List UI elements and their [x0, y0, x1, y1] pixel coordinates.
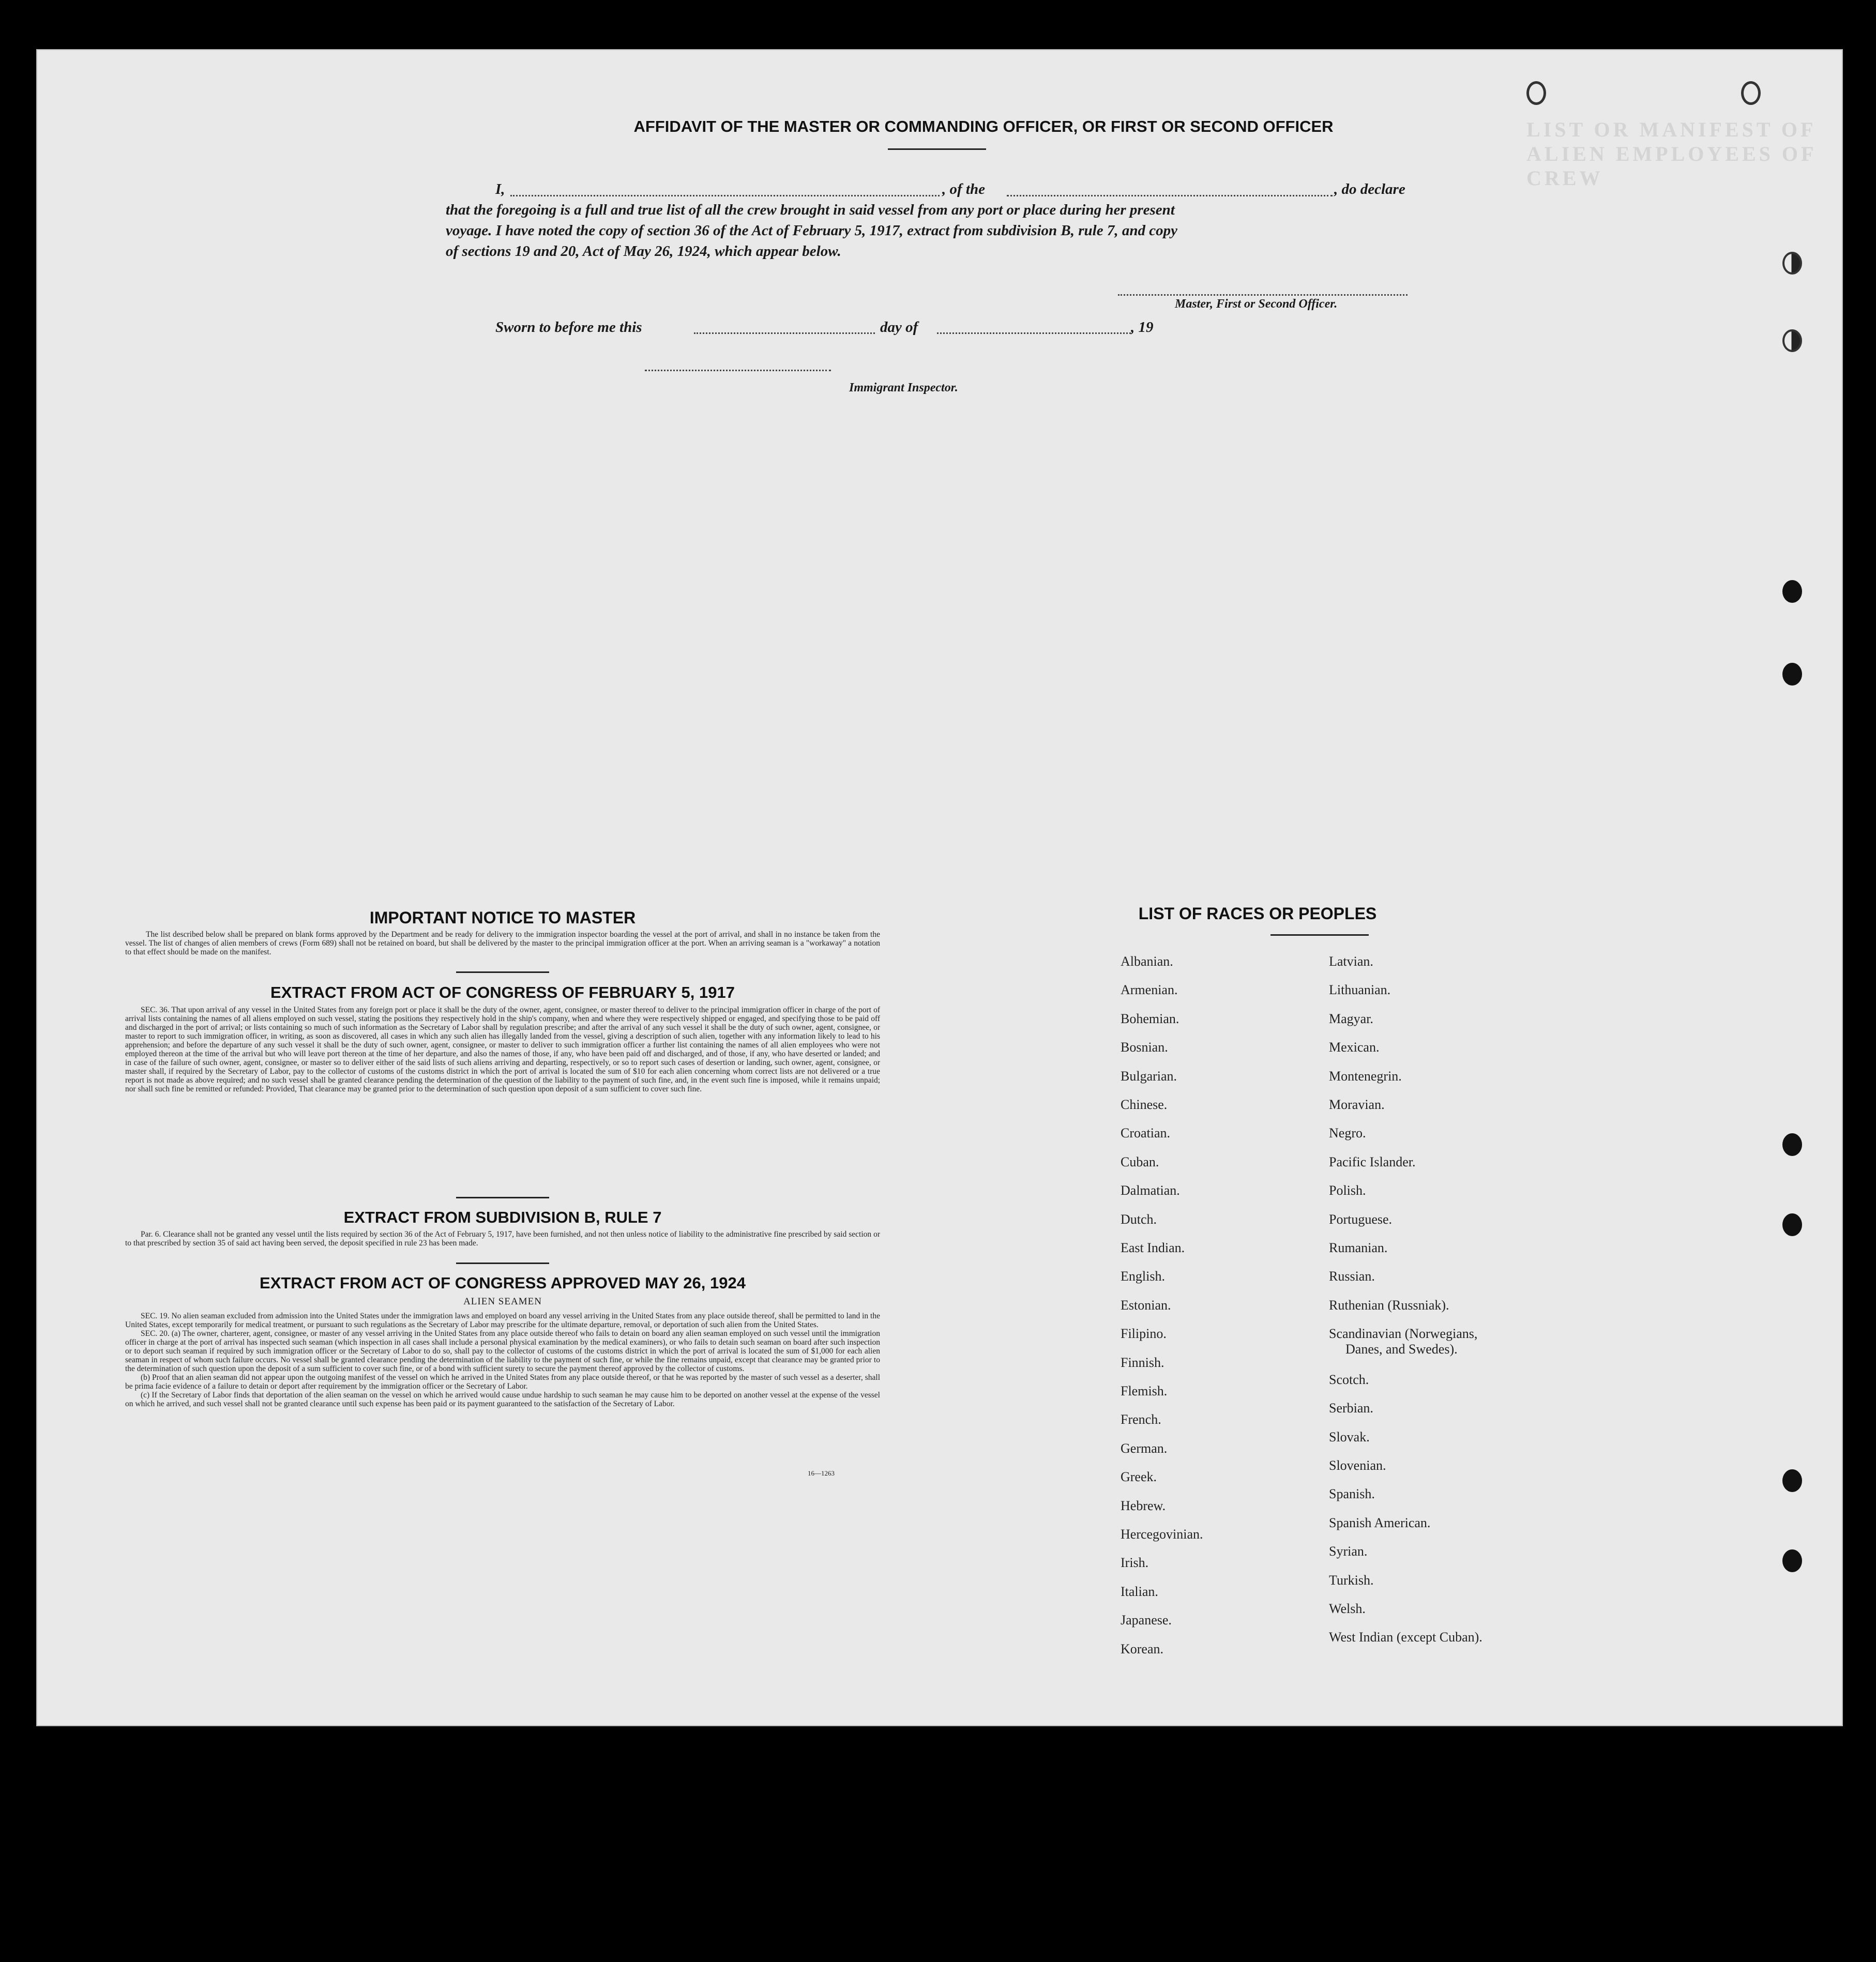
- notice-body: The list described below shall be prepared on blank forms approved by the Department and be ready for delivery to the immigration inspector boarding the vessel at the port of arrival, and shall in no instance be taken from the vessel. The list of changes of alien members of crews (Form 689) shall not be retained on board, but shall be delivered by the master to the principal immigration officer at the port. When an arriving seaman is a "workaway" a notation to that effect should be made on the manifest.: [125, 930, 880, 956]
- divider: [456, 1263, 549, 1264]
- race-item: Armenian.: [1121, 982, 1178, 997]
- race-item: Bohemian.: [1121, 1011, 1179, 1026]
- race-item: Japanese.: [1121, 1613, 1172, 1628]
- affidavit-heading: AFFIDAVIT OF THE MASTER OR COMMANDING OFFICER, OR FIRST OR SECOND OFFICER: [633, 117, 1334, 135]
- punch-hole-icon: [1741, 81, 1761, 105]
- race-item: Slovenian.: [1329, 1458, 1386, 1473]
- bleed-through-text: LIST OR MANIFEST OF ALIEN EMPLOYEES OF CREW: [1526, 118, 1816, 190]
- race-item: Bulgarian.: [1121, 1069, 1177, 1084]
- punch-hole-icon: [1526, 81, 1546, 105]
- affidavit-declare: , do declare: [1334, 181, 1405, 197]
- notice-heading: IMPORTANT NOTICE TO MASTER: [369, 908, 636, 927]
- race-item: Slovak.: [1329, 1429, 1370, 1444]
- form-number: 16—1263: [808, 1469, 835, 1477]
- section-19: SEC. 19. No alien seaman excluded from admission into the United States under the immigration laws and employed on board any vessel arriving in the United States from any place outside thereof, shall be permitted to land in the United States, except temporarily for medical treatment, or pursuant to such regulations as the Secretary of Labor may prescribe for the ultimate departure, removal, or deportation of such alien from the United States.: [125, 1312, 880, 1329]
- punch-hole-icon: [1782, 1133, 1802, 1156]
- rule7-heading: EXTRACT FROM SUBDIVISION B, RULE 7: [343, 1208, 662, 1226]
- race-item: Montenegrin.: [1329, 1069, 1402, 1084]
- divider: [1270, 934, 1369, 936]
- affidavit-line: that the foregoing is a full and true list of all the crew brought in said vessel from any port or place during her present: [446, 202, 1175, 218]
- race-item: Negro.: [1329, 1126, 1366, 1140]
- master-signature-label: Master, First or Second Officer.: [1175, 297, 1338, 311]
- race-item: Scotch.: [1329, 1372, 1369, 1387]
- race-item: Cuban.: [1121, 1154, 1159, 1169]
- races-heading: LIST OF RACES OR PEOPLES: [1138, 904, 1377, 923]
- affidavit-of-the: , of the: [942, 181, 985, 197]
- punch-hole-icon: [1782, 252, 1802, 275]
- race-item: Dalmatian.: [1121, 1183, 1180, 1198]
- race-item: Flemish.: [1121, 1383, 1168, 1398]
- inspector-signature-label: Immigrant Inspector.: [849, 381, 958, 394]
- race-item: Mexican.: [1329, 1040, 1380, 1055]
- race-item: Lithuanian.: [1329, 982, 1391, 997]
- alien-seamen-subheading: ALIEN SEAMEN: [463, 1296, 542, 1307]
- race-item: Estonian.: [1121, 1298, 1171, 1313]
- punch-hole-icon: [1782, 580, 1802, 603]
- race-item: English.: [1121, 1269, 1165, 1284]
- race-item: Hercegovinian.: [1121, 1527, 1203, 1542]
- day-of-label: day of: [880, 319, 918, 336]
- race-item: West Indian (except Cuban).: [1329, 1630, 1482, 1645]
- vessel-field[interactable]: [1007, 195, 1333, 196]
- race-item: Scandinavian (Norwegians,: [1329, 1326, 1478, 1341]
- affidavit-line: voyage. I have noted the copy of section 36 of the Act of February 5, 1917, extract from subdivision B, rule 7, and copy: [446, 222, 1177, 239]
- section-20a: SEC. 20. (a) The owner, charterer, agent, consignee, or master of any vessel arriving in the United States from any place outside thereof who fails to detain on board any alien seaman employed on such vessel until the immigration officer in charge at the port of arrival has inspected such seaman (which inspection in all cases shall include a personal physical examination by the medical examiners), or who fails to detain such seaman on board after such inspection or to deport such seaman if required by such immigration officer or the Secretary of Labor to do so, shall pay to the collector of customs of the customs district in which the port of arrival is located the sum of $1,000 for each alien seaman in respect of whom such failure occurs. No vessel shall be granted clearance pending the determination of the liability to the payment of such fine, or while the fine remains unpaid, except that clearance may be granted prior to the determination of such question upon the deposit of a sum sufficient to cover such fine, or of a bond with sufficient surety to secure the payment thereof approved by the collector of customs.: [125, 1329, 880, 1373]
- race-item: Rumanian.: [1329, 1240, 1388, 1255]
- race-item: Syrian.: [1329, 1544, 1368, 1559]
- race-item: Portuguese.: [1329, 1212, 1393, 1227]
- affidavit-line: of sections 19 and 20, Act of May 26, 1924, which appear below.: [446, 243, 841, 260]
- race-item: Polish.: [1329, 1183, 1366, 1198]
- punch-hole-icon: [1782, 1213, 1802, 1236]
- race-item: German.: [1121, 1441, 1168, 1456]
- race-item: Spanish American.: [1329, 1515, 1431, 1530]
- section-20b: (b) Proof that an alien seaman did not appear upon the outgoing manifest of the vessel on which he arrived in the United States from any place outside thereof, or that he was reported by the master of such vessel as a deserter, shall be prima facie evidence of a failure to detain or deport after requirement by the immigration officer or the Secretary of Labor.: [125, 1373, 880, 1391]
- punch-hole-icon: [1782, 329, 1802, 352]
- extract-1924-heading: EXTRACT FROM ACT OF CONGRESS APPROVED MAY 26, 1924: [260, 1274, 746, 1292]
- race-item: Dutch.: [1121, 1212, 1157, 1227]
- race-item: Ruthenian (Russniak).: [1329, 1298, 1449, 1313]
- race-item: Chinese.: [1121, 1097, 1168, 1112]
- race-item: East Indian.: [1121, 1240, 1185, 1255]
- race-item: Russian.: [1329, 1269, 1375, 1284]
- divider: [456, 1197, 549, 1198]
- race-item: Spanish.: [1329, 1486, 1375, 1501]
- inspector-signature-field[interactable]: [645, 370, 831, 371]
- sworn-month-field[interactable]: [937, 332, 1131, 334]
- punch-hole-icon: [1782, 663, 1802, 686]
- extract-1917-body: SEC. 36. That upon arrival of any vessel in the United States from any foreign port or place it shall be the duty of the owner, agent, consignee, or master thereof to deliver to the principal immigration officer in charge of the port of arrival lists containing the names of all aliens employed on such vessel, stating the positions they respectively hold in the ship's company, when and where they were respectively shipped or engaged, and specifying those to be paid off and discharged in the port of arrival; or lists containing so much of such information as the Secretary of Labor shall by regulation prescribe; and after the arrival of any such vessel it shall be the duty of such owner, agent, consignee, or master to report to such immigration officer, in writing, as soon as discovered, all cases in which any such alien has illegally landed from the vessel, giving a description of such alien, together with any information likely to lead to his apprehension; and before the departure of any such vessel it shall be the duty of such owner, agent, consignee, or master to deliver to such immigration officer a further list containing the names of all alien employees who were not employed thereon at the time of the arrival but who will leave port thereon at the time of her departure, and also the names of those, if any, who have been paid off and discharged, and of those, if any, who have deserted or landed; and in case of the failure of such owner, agent, consignee, or master so to deliver either of the said lists of such aliens arriving and departing, respectively, or so to report such cases of desertion or landing, such owner, agent, consignee, or master shall, if required by the Secretary of Labor, pay to the collector of customs of the customs district in which the port of arrival is located the sum of $10 for each alien concerning whom correct lists are not delivered or a true report is not made as above required; and no such vessel shall be granted clearance pending the determination of the question of the liability to the payment of such fine, and, in the event such fine is imposed, while it remains unpaid; nor shall such fine be remitted or refunded: Provided, That clearance may be granted prior to the determination of such question upon deposit of a sum sufficient to cover such fine.: [125, 1006, 880, 1093]
- section-20c: (c) If the Secretary of Labor finds that deportation of the alien seaman on the vessel on which he arrived would cause undue hardship to such seaman he may cause him to be deported on another vessel at the expense of the vessel on which he arrived, and such vessel shall not be granted clearance until such expense has been paid or its payment guaranteed to the satisfaction of the Secretary of Labor.: [125, 1391, 880, 1408]
- race-item-continuation: Danes, and Swedes).: [1345, 1342, 1458, 1357]
- race-item: Hebrew.: [1121, 1498, 1166, 1513]
- affidavit-i: I,: [495, 181, 505, 197]
- race-item: Korean.: [1121, 1641, 1164, 1656]
- punch-hole-icon: [1782, 1469, 1802, 1492]
- race-item: Welsh.: [1329, 1601, 1366, 1616]
- race-item: Finnish.: [1121, 1355, 1164, 1370]
- race-item: Croatian.: [1121, 1126, 1171, 1140]
- race-item: Filipino.: [1121, 1326, 1167, 1341]
- race-item: Serbian.: [1329, 1401, 1373, 1416]
- race-item: Italian.: [1121, 1584, 1158, 1599]
- sworn-day-field[interactable]: [694, 332, 875, 334]
- name-field[interactable]: [510, 195, 940, 196]
- race-item: Magyar.: [1329, 1011, 1373, 1026]
- race-item: Irish.: [1121, 1555, 1149, 1570]
- master-signature-field[interactable]: [1118, 294, 1408, 296]
- race-item: Albanian.: [1121, 954, 1173, 969]
- punch-hole-icon: [1782, 1549, 1802, 1572]
- extract-1924-body: [125, 1312, 880, 1408]
- race-item: Turkish.: [1329, 1573, 1374, 1588]
- race-item: Pacific Islander.: [1329, 1154, 1416, 1169]
- race-item: Latvian.: [1329, 954, 1373, 969]
- year-label: , 19: [1131, 319, 1154, 336]
- rule7-body: Par. 6. Clearance shall not be granted any vessel until the lists required by section 36 of the Act of February 5, 1917, have been furnished, and not then unless notice of liability to the administrative fine prescribed by said section or to that prescribed by section 35 of said act having been served, the deposit specified in rule 23 has been made.: [125, 1230, 880, 1248]
- sworn-label: Sworn to before me this: [495, 319, 642, 336]
- race-item: French.: [1121, 1412, 1161, 1427]
- divider: [888, 148, 986, 150]
- race-item: Moravian.: [1329, 1097, 1385, 1112]
- extract-1917-heading: EXTRACT FROM ACT OF CONGRESS OF FEBRUARY 5, 1917: [270, 983, 735, 1001]
- race-item: Greek.: [1121, 1469, 1157, 1484]
- document-page: [36, 49, 1843, 1726]
- race-item: Bosnian.: [1121, 1040, 1168, 1055]
- divider: [456, 971, 549, 973]
